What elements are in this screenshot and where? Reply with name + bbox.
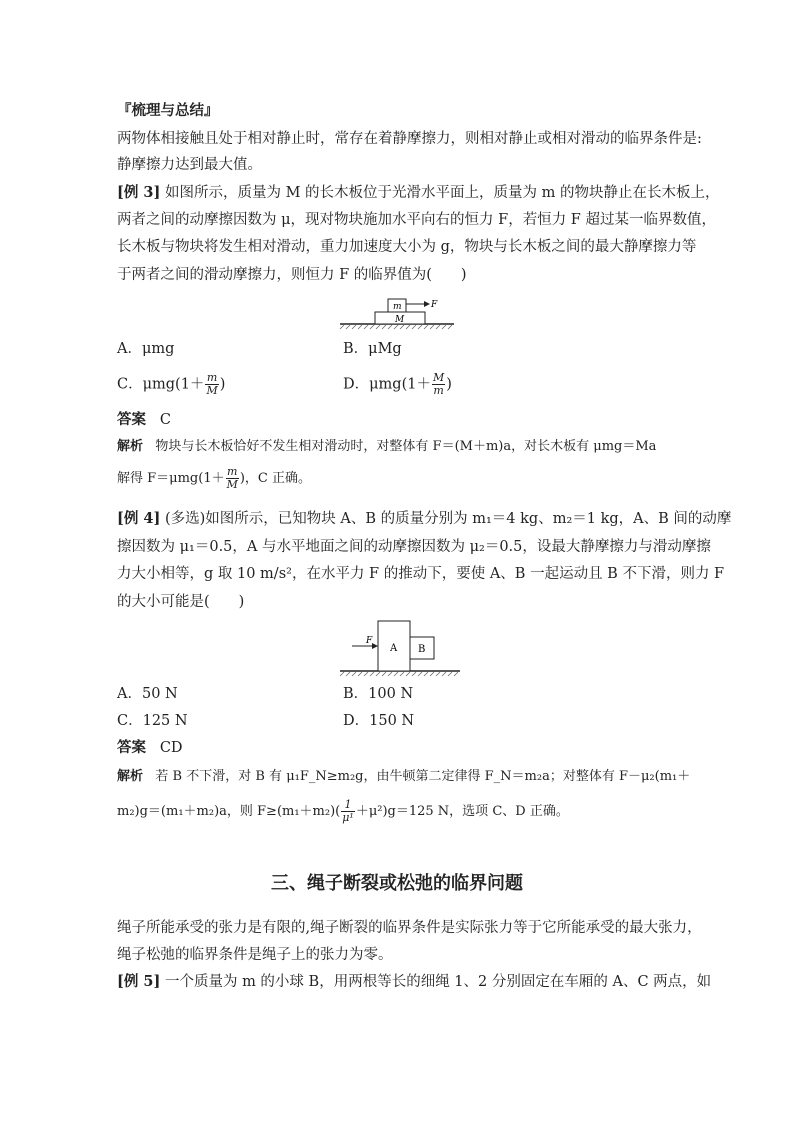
label-a: A <box>390 643 398 654</box>
ex4-option-c: C．125 N <box>117 713 188 729</box>
ex3-option-c: C．μmg(1＋ $\frac{m}{M}$ ) <box>117 371 226 397</box>
ex4-analysis-2: m₂)g＝(m₁＋m₂)a，则 F≥(m₁＋m₂)( $\frac{1}{\text{μ¹}}$ ＋μ²)g＝125 N，选项 C、D 正确。 <box>117 798 569 824</box>
ex3-text-2: 两者之间的动摩擦因数为 μ，现对物块施加水平向右的恒力 F，若恒力 F 超过某一临界数值， <box>117 212 716 228</box>
summary-heading: 『梳理与总结』 <box>117 102 219 119</box>
ex3-analysis-2: 解得 F＝μmg(1＋ $\frac{m}{M}$ )，C 正确。 <box>117 465 312 491</box>
ex4-text-1: (多选)如图所示，已知物块 A、B 的质量分别为 m₁＝4 kg、m₂＝1 kg，A、B 间的动摩 <box>164 511 732 527</box>
ex3-text-4: 于两者之间的滑动摩擦力，则恒力 F 的临界值为( ) <box>117 267 467 283</box>
ex4-option-b: B．100 N <box>343 686 414 702</box>
summary-text-1: 两物体相接触且处于相对静止时，常存在着静摩擦力，则相对静止或相对滑动的临界条件是: <box>117 131 702 147</box>
ex3-answer: 答案 C <box>117 411 171 428</box>
ex5-text-1: 一个质量为 m 的小球 B，用两根等长的细绳 1、2 分别固定在车厢的 A、C 两点，如 <box>164 974 712 990</box>
ex3-text-1: 如图所示，质量为 M 的长木板位于光滑水平面上，质量为 m 的物块静止在长木板上， <box>164 185 720 201</box>
ex4-line-1 <box>117 509 731 529</box>
section-text-2: 绳子松弛的临界条件是绳子上的张力为零。 <box>117 947 393 963</box>
ex3-option-b: B．μMg <box>343 341 402 357</box>
ex4-option-a: A．50 N <box>117 686 178 702</box>
summary-text-2: 静摩擦力达到最大值。 <box>117 157 262 173</box>
ex3-text-3: 长木板与物块将发生相对滑动，重力加速度大小为 g，物块与长木板之间的最大静摩擦力等 <box>117 239 697 255</box>
ex5-line-1 <box>117 972 711 992</box>
ex4-label: [例 4] <box>117 510 161 527</box>
section-text-1: 绳子所能承受的张力是有限的,绳子断裂的临界条件是实际张力等于它所能承受的最大张力， <box>117 920 702 936</box>
ex4-figure <box>338 617 464 677</box>
ex4-text-3: 力大小相等，g 取 10 m/s²，在水平力 F 的推动下，要使 A、B 一起运动且 B 不下滑，则力 F <box>117 566 725 582</box>
ex3-option-d: D．μmg(1＋ $\frac{M}{m}$ ) <box>343 371 452 397</box>
ex4-analysis-1: 解析 若 B 不下滑，对 B 有 μ₁F_N≥m₂g，由牛顿第二定律得 F_N＝m₂a；对整体有 F－μ₂(m₁＋ <box>117 769 691 784</box>
label-M: M <box>395 315 405 325</box>
ex4-text-4: 的大小可能是( ) <box>117 594 245 610</box>
ex4-option-d: D．150 N <box>343 713 415 729</box>
ex4-answer: 答案 CD <box>117 739 183 756</box>
ex3-line-1 <box>117 183 720 203</box>
label-b: B <box>418 644 426 655</box>
ex3-figure <box>338 295 458 331</box>
label-m: m <box>393 302 402 312</box>
ex4-text-2: 擦因数为 μ₁＝0.5，A 与水平地面之间的动摩擦因数为 μ₂＝0.5，设最大静摩擦力与滑动摩擦 <box>117 539 711 555</box>
section-title: 三、绳子断裂或松弛的临界问题 <box>271 873 523 894</box>
ex5-label: [例 5] <box>117 973 161 990</box>
ex3-label: [例 3] <box>117 184 161 201</box>
ex3-analysis-1: 解析 物块与长木板恰好不发生相对滑动时，对整体有 F＝(M＋m)a，对长木板有 μmg＝Ma <box>117 439 657 454</box>
label-F: F <box>431 300 438 310</box>
label-force: F <box>366 636 373 646</box>
ex3-option-a: A．μmg <box>117 341 175 357</box>
